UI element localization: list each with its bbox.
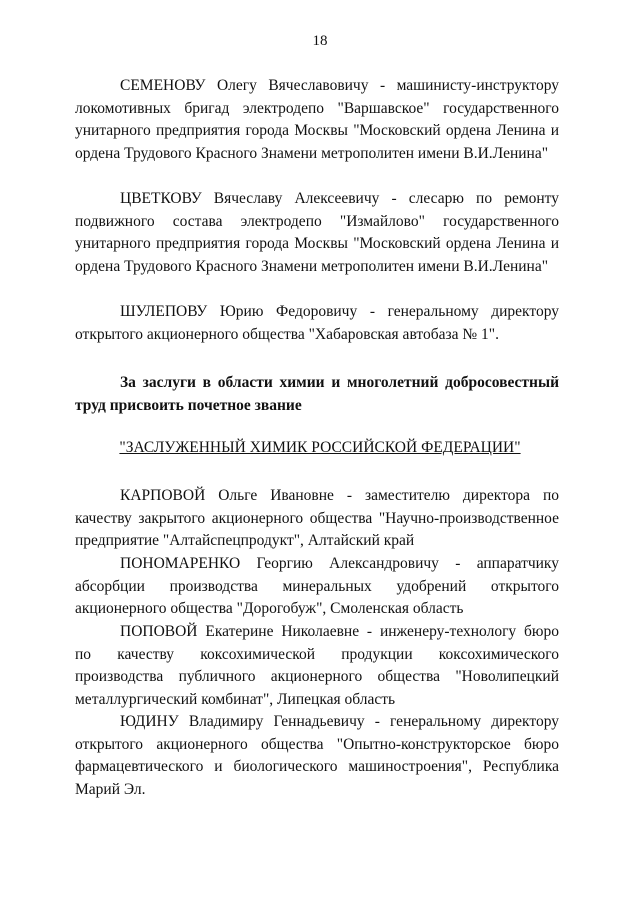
award-paragraph-popova: ПОПОВОЙ Екатерине Николаевне - инженеру-технологу бюро по качеству коксохимической продукции коксохимического производства публичного акционерного общества "Новолипецкий металлургический комбинат", Липецкая область — [75, 623, 559, 708]
award-paragraph-karpova: КАРПОВОЙ Ольге Ивановне - заместителю директора по качеству закрытого акционерного общества "Научно-производственное предприятие "Алтайспецпродукт", Алтайский край — [75, 487, 559, 550]
honorary-title — [0, 439, 640, 457]
award-paragraph-ponomarenko: ПОНОМАРЕНКО Георгию Александровичу - аппаратчику абсорбции производства минеральных удобрений открытого акционерного общества "Дорогобуж", Смоленская область — [75, 555, 559, 618]
honorary-title-text: "ЗАСЛУЖЕННЫЙ ХИМИК РОССИЙСКОЙ ФЕДЕРАЦИИ" — [119, 439, 521, 456]
award-paragraph-semenov: СЕМЕНОВУ Олегу Вячеславовичу - машинисту-инструктору локомотивных бригад электродепо "Варшавское" государственного унитарного предприятия города Москвы "Московский ордена Ленина и ордена Трудового Красного Знамени метрополитен имени В.И.Ленина" — [75, 77, 559, 162]
page-number: 18 — [312, 33, 328, 49]
section-heading: За заслуги в области химии и многолетний добросовестный труд присвоить почетное звание — [75, 374, 559, 414]
award-paragraph-shulepov: ШУЛЕПОВУ Юрию Федоровичу - генеральному директору открытого акционерного общества "Хабаровская автобаза № 1". — [75, 303, 559, 343]
award-paragraph-yudin: ЮДИНУ Владимиру Геннадьевичу - генеральному директору открытого акционерного общества "Опытно-конструкторское бюро фармацевтического и биологического машиностроения", Республика Марий Эл. — [75, 713, 559, 798]
award-paragraph-tsvetkov: ЦВЕТКОВУ Вячеславу Алексеевичу - слесарю по ремонту подвижного состава электродепо "Измайлово" государственного унитарного предприятия города Москвы "Московский ордена Ленина и ордена Трудового Красного Знамени метрополитен имени В.И.Ленина" — [75, 190, 559, 275]
